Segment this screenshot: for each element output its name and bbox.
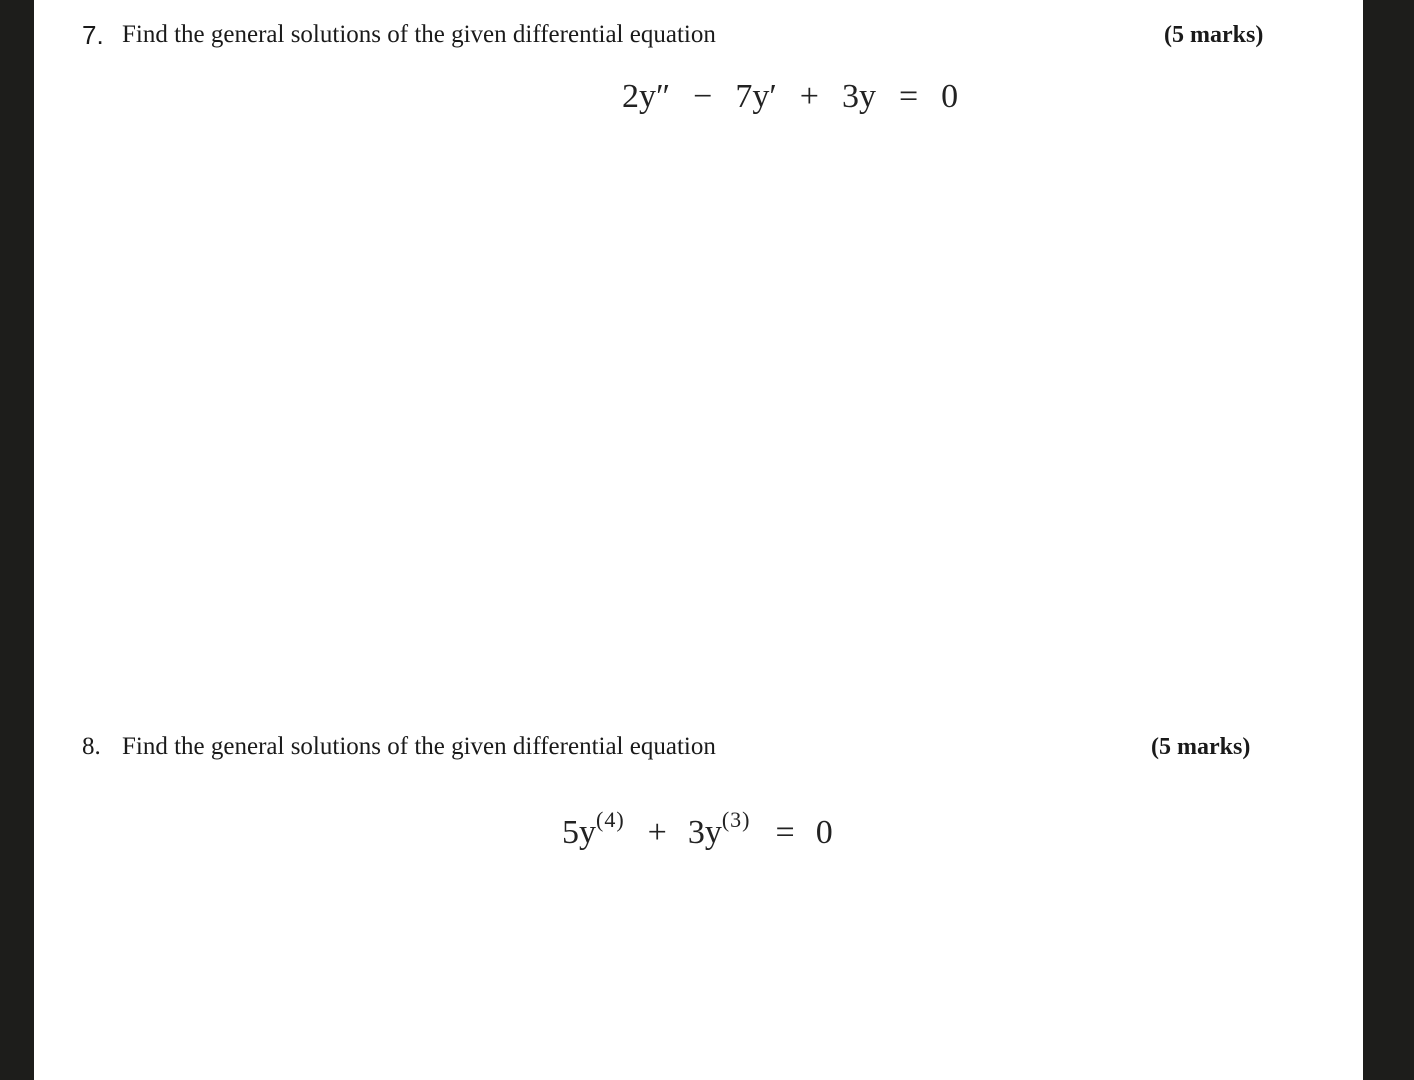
equation-term: 5y	[562, 814, 596, 851]
document-page	[34, 0, 1363, 1080]
derivative-order: (4)	[596, 807, 625, 832]
marks-label: (5 marks)	[1164, 22, 1264, 48]
equation-term: 3y	[687, 814, 722, 851]
equation-operator: +	[647, 814, 667, 851]
equation-8	[562, 800, 833, 853]
marks-label: (5 marks)	[1151, 734, 1251, 760]
equation-equals: =	[775, 814, 795, 851]
question-text: Find the general solutions of the given differential equation	[122, 21, 716, 48]
question-text: Find the general solutions of the given differential equation	[122, 733, 716, 760]
equation-rhs: 0	[941, 78, 959, 115]
equation-operator: +	[799, 78, 819, 115]
question-number: 7.	[82, 20, 104, 50]
equation-equals: =	[898, 78, 919, 115]
equation-term: 3y	[841, 78, 876, 115]
equation-operator: −	[693, 78, 713, 115]
equation-rhs: 0	[815, 814, 833, 851]
equation-term: 7y′	[735, 78, 777, 115]
question-number: 8.	[82, 733, 101, 760]
derivative-order: (3)	[721, 807, 751, 832]
equation-7	[622, 77, 958, 117]
equation-term: 2y″	[622, 78, 671, 115]
